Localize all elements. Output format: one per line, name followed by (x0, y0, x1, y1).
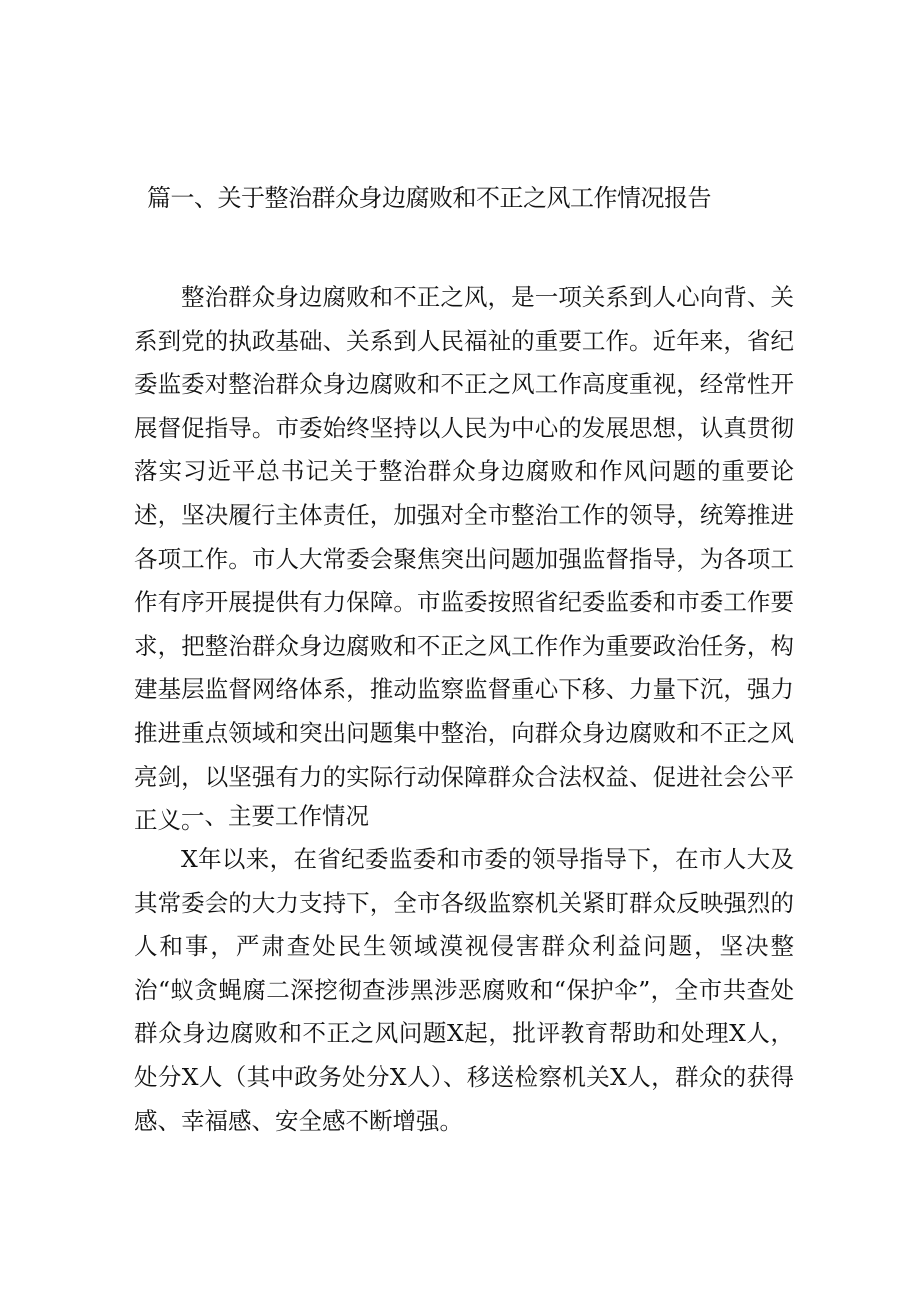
paragraph-work-situation: X年以来，在省纪委监委和市委的领导指导下，在市人大及其常委会的大力支持下，全市各级监察机关紧盯群众反映强烈的人和事，严肃查处民生领域漠视侵害群众利益问题，坚决整治“蚁贪蝇腐二深挖彻查涉黑涉恶腐败和“保护伞”，全市共查处群众身边腐败和不正之风问题X起，批评教育帮助和处理X人，处分X人（其中政务处分X人）、移送检察机关X人，群众的获得感、幸福感、安全感不断增强。 (134, 845, 794, 1135)
paragraph-intro: 整治群众身边腐败和不正之风，是一项关系到人心向背、关系到党的执政基础、关系到人民福祉的重要工作。近年来，省纪委监委对整治群众身边腐败和不正之风工作高度重视，经常性开展督促指导。市委始终坚持以人民为中心的发展思想，认真贯彻落实习近平总书记关于整治群众身边腐败和作风问题的重要论述，坚决履行主体责任，加强对全市整治工作的领导，统筹推进各项工作。市人大常委会聚焦突出问题加强监督指导，为各项工作有序开展提供有力保障。市监委按照省纪委监委和市委工作要求，把整治群众身边腐败和不正之风工作作为重要政治任务，构建基层监督网络体系，推动监察监督重心下移、力量下沉，强力推进重点领域和突出问题集中整治，向群众身边腐败和不正之风亮剑，以坚强有力的实际行动保障群众合法权益、促进社会公平正义。 (134, 283, 794, 835)
document-title: 篇一、关于整治群众身边腐败和不正之风工作情况报告 (147, 184, 711, 212)
section-heading: 一、主要工作情况 (181, 802, 369, 830)
